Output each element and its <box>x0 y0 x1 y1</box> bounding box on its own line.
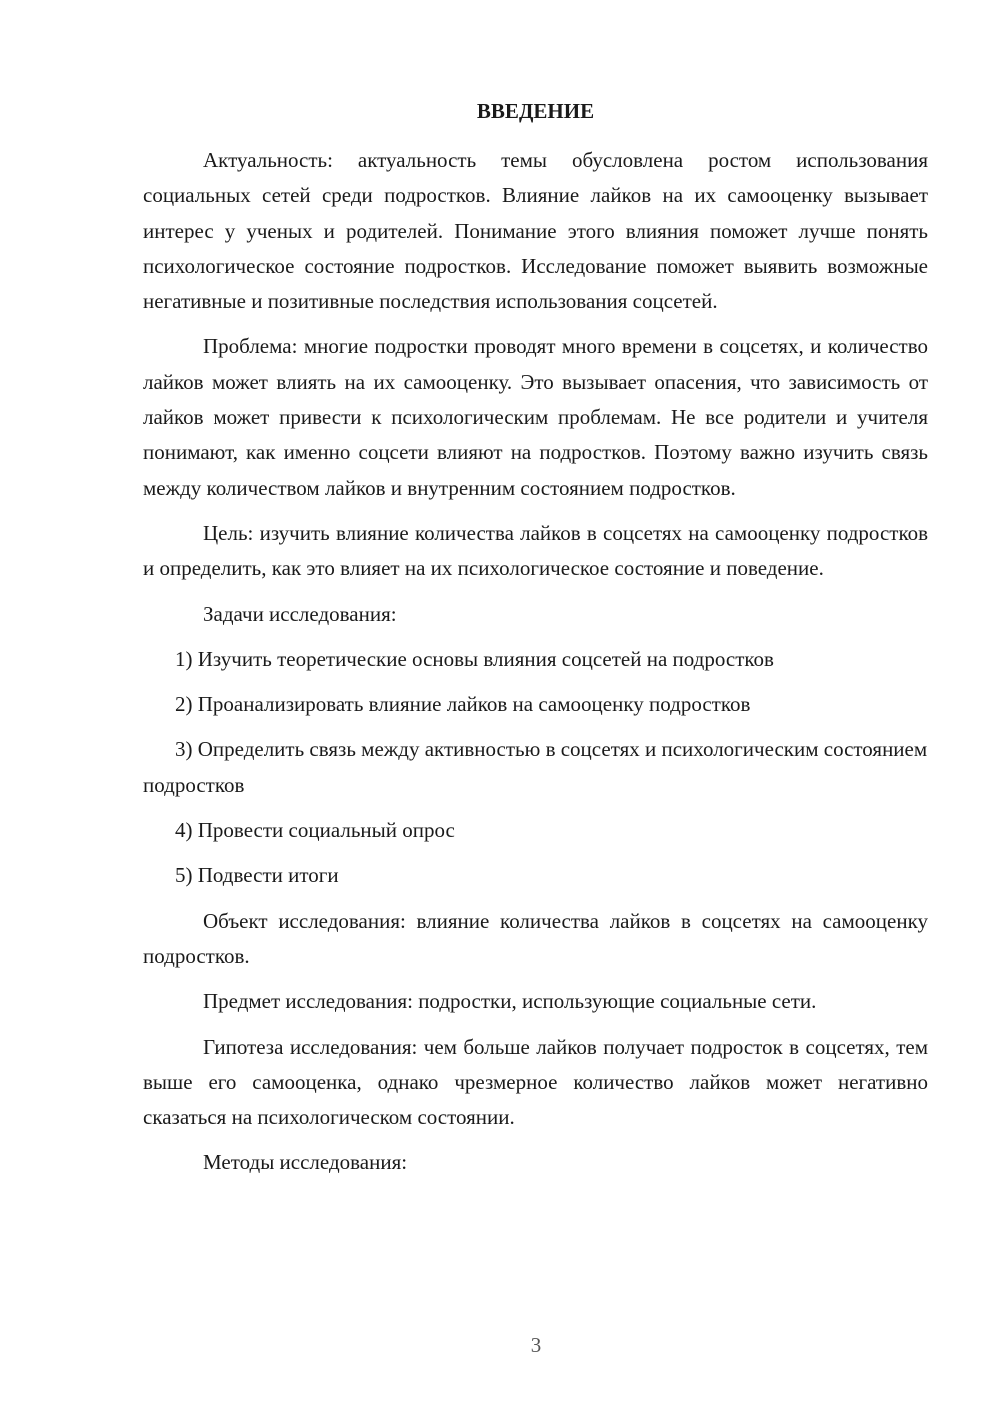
list-item: 3) Определить связь между активностью в соцсетях и психологическим состоянием подростков <box>143 737 928 797</box>
list-item: 5) Подвести итоги <box>175 863 339 888</box>
page-number: 3 <box>530 1333 542 1357</box>
section-title: ВВЕДЕНИЕ <box>476 99 595 123</box>
page-content <box>143 96 928 1191</box>
paragraph-goal: Цель: изучить влияние количества лайков в соцсетях на самооценку подростков и определить, как это влияет на их психологическое состояние и поведение. <box>143 520 928 581</box>
paragraph-methods: Методы исследования: <box>203 1150 408 1175</box>
paragraph-hypothesis: Гипотеза исследования: чем больше лайков получает подросток в соцсетях, тем выше его самооценка, однако чрезмерное количество лайков может негативно сказаться на психологическом состоянии. <box>143 1034 928 1130</box>
paragraph-object: Объект исследования: влияние количества лайков в соцсетях на самооценку подростков. <box>143 908 928 968</box>
list-item: 1) Изучить теоретические основы влияния соцсетей на подростков <box>175 646 774 671</box>
paragraph-problem: Проблема: многие подростки проводят много времени в соцсетях, и количество лайков может влиять на их самооценку. Это вызывает опасения, что зависимость от лайков может привести к психологическим проблемам. Не все родители и учителя понимают, как именно соцсети влияют на подростков. Поэтому важно изучить связь между количеством лайков и внутренним состоянием подростков. <box>143 334 928 500</box>
list-item: 2) Проанализировать влияние лайков на самооценку подростков <box>175 692 751 717</box>
paragraph-tasks-heading: Задачи исследования: <box>203 601 397 626</box>
paragraph-relevance: Актуальность: актуальность темы обусловлена ростом использования социальных сетей среди подростков. Влияние лайков на их самооценку вызывает интерес у ученых и родителей. Понимание этого влияния поможет лучше понять психологическое состояние подростков. Исследование поможет выявить возможные негативные и позитивные последствия использования соцсетей. <box>143 148 928 314</box>
list-item: 4) Провести социальный опрос <box>175 818 455 843</box>
paragraph-subject: Предмет исследования: подростки, использующие социальные сети. <box>203 989 817 1014</box>
